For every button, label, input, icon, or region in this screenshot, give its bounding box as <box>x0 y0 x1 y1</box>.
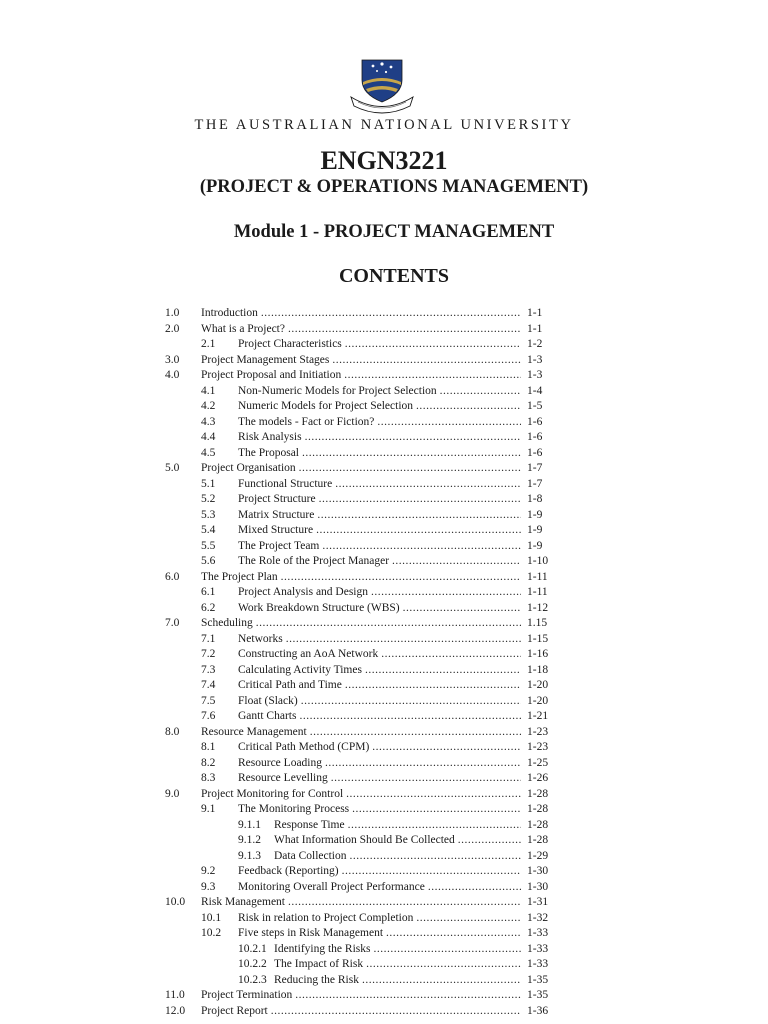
dot-leader <box>331 771 521 787</box>
toc-title: Project Characteristics <box>238 338 342 350</box>
dot-leader <box>416 911 521 927</box>
toc-section-number: 2.0 <box>165 322 180 335</box>
toc-title: Reducing the Risk <box>274 973 359 986</box>
toc-title: Response Time <box>274 818 345 831</box>
toc-entry <box>201 926 523 942</box>
toc-title: Scheduling <box>201 617 253 629</box>
dot-leader <box>372 740 521 756</box>
toc-row <box>0 570 768 586</box>
toc-entry <box>238 818 523 834</box>
toc-subsection-number: 7.2 <box>201 648 216 660</box>
toc-entry <box>201 477 523 493</box>
toc-row <box>0 864 768 880</box>
toc-page-number: 1-36 <box>527 1004 549 1017</box>
dot-leader <box>316 523 521 539</box>
dot-leader <box>366 957 521 973</box>
toc-subsection-number: 7.3 <box>201 663 216 676</box>
toc-entry <box>201 663 523 679</box>
toc-title: The Project Team <box>238 539 320 552</box>
toc-subsection-number: 10.2.1 <box>238 942 267 955</box>
toc-entry <box>201 554 523 570</box>
toc-row <box>0 895 768 911</box>
toc-section-number: 11.0 <box>165 989 185 1001</box>
toc-title: The Role of the Project Manager <box>238 555 390 567</box>
toc-row <box>0 446 768 462</box>
toc-title: What is a Project? <box>201 322 285 335</box>
toc-entry <box>201 802 523 818</box>
dot-leader <box>373 942 521 958</box>
toc-page-number: 1-15 <box>527 632 549 645</box>
toc-subsection-number: 4.1 <box>201 384 216 397</box>
toc-row <box>0 585 768 601</box>
toc-title: The Monitoring Process <box>238 803 350 815</box>
toc-row <box>0 353 768 369</box>
toc-page-number: 1-6 <box>527 431 543 443</box>
toc-title: The Project Plan <box>201 570 278 583</box>
dot-leader <box>281 570 521 586</box>
dot-leader <box>440 384 521 400</box>
toc-title: Risk Management <box>201 896 285 908</box>
toc-entry <box>238 973 523 989</box>
toc-title: Critical Path Method (CPM) <box>238 741 370 753</box>
toc-entry <box>201 570 523 586</box>
toc-entry <box>201 709 523 725</box>
dot-leader <box>302 446 521 462</box>
toc-page-number: 1-32 <box>527 911 549 924</box>
toc-page-number: 1-20 <box>527 694 549 707</box>
toc-entry <box>238 849 523 865</box>
toc-title: Feedback (Reporting) <box>238 865 339 877</box>
toc-page-number: 1-1 <box>527 322 543 335</box>
toc-page-number: 1-9 <box>527 524 543 536</box>
toc-row <box>0 740 768 756</box>
toc-entry <box>201 492 523 508</box>
anu-crest-icon <box>349 56 415 114</box>
toc-subsection-number: 5.3 <box>201 508 216 521</box>
dot-leader <box>350 849 522 865</box>
toc-entry <box>201 740 523 756</box>
toc-title: Project Report <box>201 1004 268 1017</box>
toc-row <box>0 647 768 663</box>
dot-leader <box>342 864 521 880</box>
toc-page-number: 1-20 <box>527 679 549 691</box>
toc-row <box>0 601 768 617</box>
toc-subsection-number: 5.2 <box>201 493 216 505</box>
toc-title: Monitoring Overall Project Performance <box>238 880 425 893</box>
dot-leader <box>322 539 521 555</box>
toc-entry <box>201 1004 523 1020</box>
toc-subsection-number: 7.5 <box>201 694 216 707</box>
toc-title: Project Management Stages <box>201 353 330 366</box>
toc-entry <box>201 384 523 400</box>
dot-leader <box>416 399 521 415</box>
toc-entry <box>201 415 523 431</box>
dot-leader <box>332 353 521 369</box>
toc-row <box>0 1004 768 1020</box>
toc-entry <box>201 988 523 1004</box>
toc-entry <box>201 756 523 772</box>
dot-leader <box>403 601 521 617</box>
toc-page-number: 1-35 <box>527 989 549 1001</box>
toc-entry <box>201 787 523 803</box>
toc-row <box>0 988 768 1004</box>
toc-page-number: 1-5 <box>527 400 543 412</box>
toc-subsection-number: 7.1 <box>201 632 216 645</box>
toc-page-number: 1-35 <box>527 973 549 986</box>
dot-leader <box>345 678 521 694</box>
toc-page-number: 1-4 <box>527 384 543 397</box>
toc-entry <box>201 306 523 322</box>
dot-leader <box>371 585 521 601</box>
dot-leader <box>288 322 521 338</box>
toc-page-number: 1-26 <box>527 772 549 784</box>
toc-row <box>0 368 768 384</box>
toc-title: Introduction <box>201 307 258 319</box>
toc-title: Project Termination <box>201 989 293 1001</box>
toc-entry <box>201 895 523 911</box>
toc-entry <box>201 353 523 369</box>
toc-entry <box>201 771 523 787</box>
toc-row <box>0 678 768 694</box>
toc-entry <box>238 833 523 849</box>
toc-entry <box>201 678 523 694</box>
toc-subsection-number: 4.3 <box>201 415 216 428</box>
dot-leader <box>458 833 521 849</box>
dot-leader <box>386 926 521 942</box>
toc-entry <box>201 601 523 617</box>
dot-leader <box>319 492 521 508</box>
toc-page-number: 1-7 <box>527 477 543 490</box>
toc-row <box>0 337 768 353</box>
dot-leader <box>428 880 521 896</box>
toc-page-number: 1-31 <box>527 896 549 908</box>
toc-title: Data Collection <box>274 849 347 862</box>
toc-title: Functional Structure <box>238 477 333 490</box>
course-name: (PROJECT & OPERATIONS MANAGEMENT) <box>199 177 589 197</box>
toc-row <box>0 322 768 338</box>
dot-leader <box>299 461 521 477</box>
dot-leader <box>256 616 521 632</box>
toc-row <box>0 833 768 849</box>
toc-title: Gantt Charts <box>238 710 297 722</box>
toc-title: Matrix Structure <box>238 508 315 521</box>
toc-title: What Information Should Be Collected <box>274 834 455 846</box>
toc-subsection-number: 4.4 <box>201 431 216 443</box>
toc-page-number: 1-6 <box>527 446 543 459</box>
toc-row <box>0 399 768 415</box>
toc-row <box>0 709 768 725</box>
toc-row <box>0 926 768 942</box>
toc-row <box>0 306 768 322</box>
toc-row <box>0 942 768 958</box>
toc-title: Non-Numeric Models for Project Selection <box>238 384 437 397</box>
toc-entry <box>201 399 523 415</box>
toc-title: Numeric Models for Project Selection <box>238 400 414 412</box>
toc-subsection-number: 9.1.2 <box>238 834 261 846</box>
toc-row <box>0 957 768 973</box>
toc-page-number: 1-28 <box>527 787 549 800</box>
toc-row <box>0 554 768 570</box>
toc-title: The Proposal <box>238 446 300 459</box>
toc-row <box>0 973 768 989</box>
toc-page-number: 1-28 <box>527 818 549 831</box>
toc-row <box>0 616 768 632</box>
toc-subsection-number: 5.4 <box>201 524 216 536</box>
toc-entry <box>201 864 523 880</box>
toc-page-number: 1-12 <box>527 601 549 614</box>
toc-page-number: 1-33 <box>527 942 549 955</box>
toc-entry <box>201 632 523 648</box>
toc-subsection-number: 4.5 <box>201 446 216 459</box>
module-title: Module 1 - PROJECT MANAGEMENT <box>233 222 555 242</box>
dot-leader <box>325 756 521 772</box>
toc-entry <box>238 942 523 958</box>
dot-leader <box>317 508 521 524</box>
toc-page-number: 1-1 <box>527 307 543 319</box>
toc-subsection-number: 8.1 <box>201 741 216 753</box>
toc-subsection-number: 9.1 <box>201 803 216 815</box>
toc-subsection-number: 6.2 <box>201 601 216 614</box>
toc-title: Constructing an AoA Network <box>238 648 379 660</box>
toc-entry <box>201 523 523 539</box>
toc-page-number: 1-9 <box>527 539 543 552</box>
toc-entry <box>201 508 523 524</box>
toc-subsection-number: 8.3 <box>201 772 216 784</box>
toc-entry <box>201 322 523 338</box>
toc-row <box>0 694 768 710</box>
toc-row <box>0 802 768 818</box>
toc-page-number: 1-29 <box>527 849 549 862</box>
toc-section-number: 4.0 <box>165 369 180 381</box>
toc-row <box>0 880 768 896</box>
toc-row <box>0 818 768 834</box>
dot-leader <box>362 973 521 989</box>
toc-title: The models - Fact or Fiction? <box>238 415 375 428</box>
toc-row <box>0 415 768 431</box>
toc-entry <box>201 430 523 446</box>
toc-section-number: 6.0 <box>165 570 180 583</box>
toc-row <box>0 756 768 772</box>
course-code: ENGN3221 <box>320 146 448 175</box>
toc-title: Risk in relation to Project Completion <box>238 911 414 924</box>
toc-page-number: 1-8 <box>527 493 543 505</box>
dot-leader <box>305 430 521 446</box>
toc-section-number: 8.0 <box>165 725 180 738</box>
toc-section-number: 3.0 <box>165 353 180 366</box>
toc-title: Five steps in Risk Management <box>238 927 384 939</box>
toc-section-number: 12.0 <box>165 1004 186 1017</box>
toc-entry <box>201 694 523 710</box>
toc-row <box>0 632 768 648</box>
toc-page-number: 1.15 <box>527 617 548 629</box>
toc-subsection-number: 7.4 <box>201 679 216 691</box>
toc-row <box>0 492 768 508</box>
toc-title: Calculating Activity Times <box>238 663 362 676</box>
toc-page-number: 1-21 <box>527 710 549 722</box>
toc-entry <box>201 880 523 896</box>
toc-page-number: 1-11 <box>527 586 548 598</box>
toc-page-number: 1-33 <box>527 958 549 970</box>
dot-leader <box>377 415 521 431</box>
toc-page-number: 1-3 <box>527 353 543 366</box>
toc-section-number: 10.0 <box>165 896 186 908</box>
toc-subsection-number: 5.6 <box>201 555 216 567</box>
toc-row <box>0 523 768 539</box>
toc-page-number: 1-30 <box>527 880 549 893</box>
toc-page-number: 1-7 <box>527 462 543 474</box>
toc-page-number: 1-23 <box>527 741 549 753</box>
toc-page-number: 1-10 <box>527 555 549 567</box>
toc-subsection-number: 5.5 <box>201 539 216 552</box>
toc-section-number: 9.0 <box>165 787 180 800</box>
toc-section-number: 7.0 <box>165 617 180 629</box>
toc-page-number: 1-6 <box>527 415 543 428</box>
toc-entry <box>201 616 523 632</box>
toc-entry <box>201 461 523 477</box>
dot-leader <box>392 554 521 570</box>
dot-leader <box>344 368 521 384</box>
toc-title: Resource Management <box>201 725 307 738</box>
toc-subsection-number: 2.1 <box>201 338 216 350</box>
toc-row <box>0 849 768 865</box>
toc-title: Risk Analysis <box>238 431 302 443</box>
toc-page-number: 1-23 <box>527 725 549 738</box>
dot-leader <box>381 647 521 663</box>
toc-title: Project Analysis and Design <box>238 586 368 598</box>
toc-page-number: 1-9 <box>527 508 543 521</box>
toc-row <box>0 725 768 741</box>
toc-entry <box>201 725 523 741</box>
toc-subsection-number: 4.2 <box>201 400 216 412</box>
toc-subsection-number: 10.1 <box>201 911 222 924</box>
toc-page-number: 1-25 <box>527 756 549 769</box>
toc-title: Critical Path and Time <box>238 679 342 691</box>
dot-leader <box>299 709 521 725</box>
toc-title: Float (Slack) <box>238 694 298 707</box>
toc-title: Project Monitoring for Control <box>201 787 344 800</box>
toc-row <box>0 477 768 493</box>
toc-entry <box>201 446 523 462</box>
dot-leader <box>365 663 521 679</box>
dot-leader <box>352 802 521 818</box>
toc-page-number: 1-3 <box>527 369 543 381</box>
dot-leader <box>335 477 521 493</box>
toc-page-number: 1-28 <box>527 803 549 815</box>
toc-row <box>0 771 768 787</box>
toc-row <box>0 508 768 524</box>
toc-row <box>0 787 768 803</box>
dot-leader <box>261 306 521 322</box>
toc-title: Mixed Structure <box>238 524 314 536</box>
toc-row <box>0 539 768 555</box>
toc-title: Identifying the Risks <box>274 942 371 955</box>
toc-row <box>0 663 768 679</box>
toc-row <box>0 911 768 927</box>
toc-entry <box>201 539 523 555</box>
toc-row <box>0 461 768 477</box>
toc-section-number: 1.0 <box>165 307 180 319</box>
toc-entry <box>201 647 523 663</box>
toc-page-number: 1-16 <box>527 648 549 660</box>
toc-subsection-number: 9.1.1 <box>238 818 261 831</box>
toc-entry <box>201 585 523 601</box>
toc-row <box>0 384 768 400</box>
toc-subsection-number: 9.2 <box>201 865 216 877</box>
toc-title: Networks <box>238 632 283 645</box>
dot-leader <box>301 694 521 710</box>
toc-subsection-number: 9.3 <box>201 880 216 893</box>
dot-leader <box>310 725 521 741</box>
dot-leader <box>346 787 521 803</box>
toc-page-number: 1-33 <box>527 927 549 939</box>
toc-entry <box>201 911 523 927</box>
toc-title: Project Proposal and Initiation <box>201 369 342 381</box>
toc-title: Resource Loading <box>238 756 322 769</box>
toc-subsection-number: 6.1 <box>201 586 216 598</box>
dot-leader <box>271 1004 521 1020</box>
toc-page-number: 1-11 <box>527 570 548 583</box>
toc-entry <box>201 337 523 353</box>
contents-heading: CONTENTS <box>338 265 450 287</box>
toc-row <box>0 430 768 446</box>
toc-subsection-number: 8.2 <box>201 756 216 769</box>
toc-page-number: 1-28 <box>527 834 549 846</box>
toc-subsection-number: 9.1.3 <box>238 849 261 862</box>
dot-leader <box>348 818 521 834</box>
university-name: THE AUSTRALIAN NATIONAL UNIVERSITY <box>194 117 574 133</box>
toc-subsection-number: 10.2.2 <box>238 958 267 970</box>
dot-leader <box>288 895 521 911</box>
toc-page-number: 1-2 <box>527 338 543 350</box>
toc-title: Project Structure <box>238 493 316 505</box>
toc-subsection-number: 5.1 <box>201 477 216 490</box>
toc-page-number: 1-18 <box>527 663 549 676</box>
dot-leader <box>295 988 521 1004</box>
toc-title: The Impact of Risk <box>274 958 364 970</box>
toc-subsection-number: 10.2.3 <box>238 973 267 986</box>
dot-leader <box>345 337 521 353</box>
toc-title: Project Organisation <box>201 462 296 474</box>
toc-subsection-number: 7.6 <box>201 710 216 722</box>
toc-entry <box>238 957 523 973</box>
toc-subsection-number: 10.2 <box>201 927 222 939</box>
toc-title: Work Breakdown Structure (WBS) <box>238 601 400 614</box>
toc-section-number: 5.0 <box>165 462 180 474</box>
toc-entry <box>201 368 523 384</box>
toc-page-number: 1-30 <box>527 865 549 877</box>
toc-title: Resource Levelling <box>238 772 328 784</box>
dot-leader <box>286 632 521 648</box>
